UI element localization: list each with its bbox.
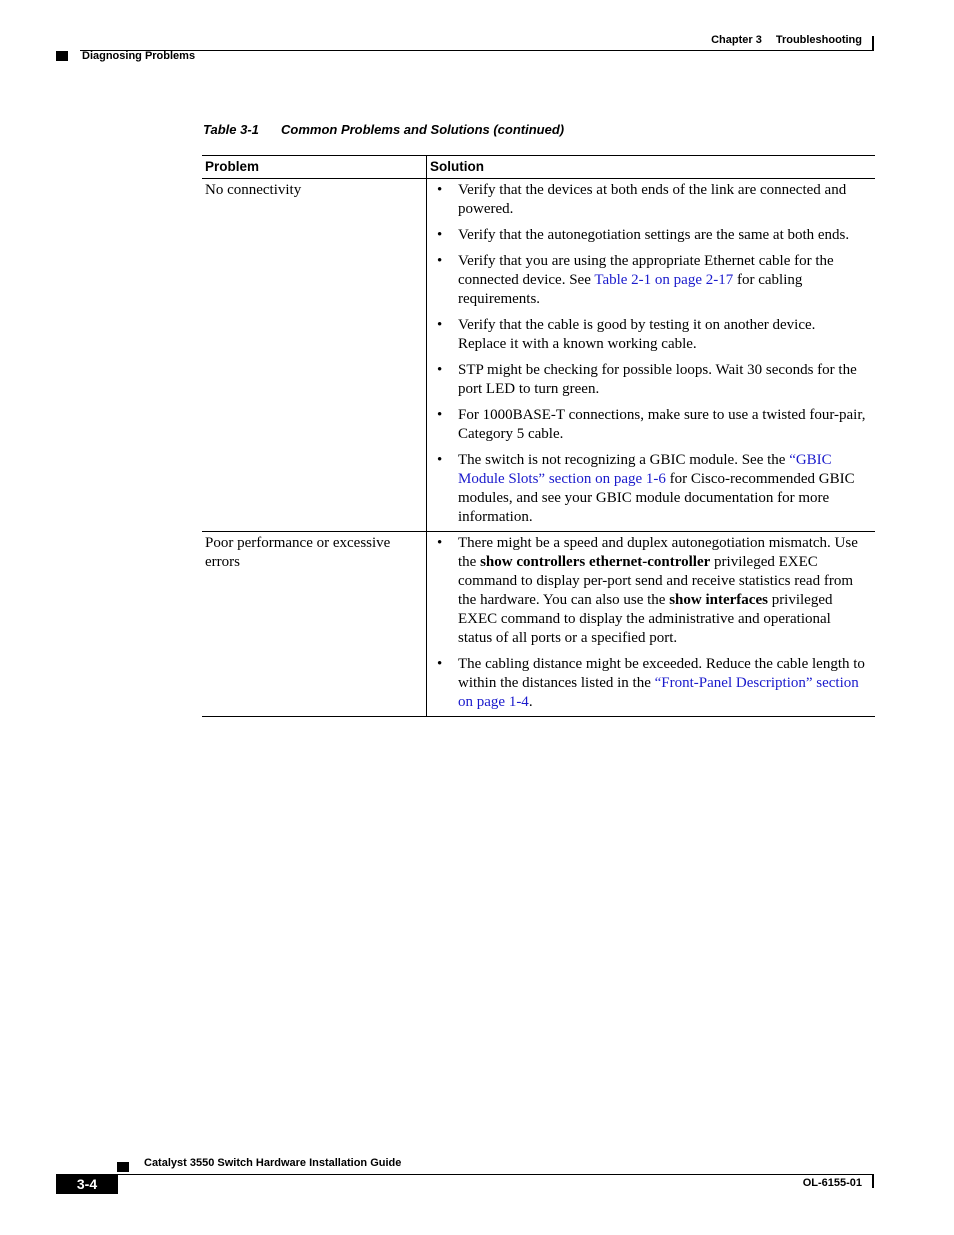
list-item	[430, 534, 872, 648]
solution-text: privileged EXEC command to display per-port send and receive statistics read from the hardware. You can also use the	[458, 554, 853, 608]
problems-table	[202, 155, 875, 717]
table-header-row	[202, 156, 875, 179]
bullet-icon: •	[437, 182, 443, 198]
col-solution: Solution	[427, 156, 876, 179]
solution-text: for cabling requirements.	[458, 272, 803, 307]
command-name: show interfaces	[669, 592, 768, 608]
list-item	[430, 181, 872, 219]
table-number: Table 3-1	[203, 122, 259, 137]
problem-cell: Poor performance or excessive errors	[202, 532, 427, 717]
xref-front-panel-link[interactable]: “Front-Panel Description” section on page 1-4	[458, 675, 859, 710]
chapter-title: Troubleshooting	[775, 34, 862, 46]
solution-text: The switch is not recognizing a GBIC module. See the	[458, 452, 790, 468]
bullet-icon: •	[437, 656, 443, 672]
bullet-icon: •	[437, 253, 443, 269]
bullet-icon: •	[437, 452, 443, 468]
xref-table-2-1-link[interactable]: Table 2-1 on page 2-17	[594, 272, 734, 288]
xref-gbic-module-slots-link[interactable]: “GBIC Module Slots” section on page 1-6	[458, 452, 832, 487]
list-item	[430, 655, 872, 712]
footer-marker	[117, 1162, 129, 1172]
solution-text: Verify that the autonegotiation settings are the same at both ends.	[458, 227, 850, 243]
solution-cell	[427, 179, 876, 532]
solution-text: There might be a speed and duplex autonegotiation mismatch. Use the	[458, 535, 858, 570]
problem-cell: No connectivity	[202, 179, 427, 532]
table-row	[202, 179, 875, 532]
list-item	[430, 361, 872, 399]
solution-list	[430, 181, 872, 527]
page-number: 3-4	[56, 1175, 118, 1194]
table-title: Common Problems and Solutions (continued)	[281, 122, 565, 137]
bullet-icon: •	[437, 407, 443, 423]
solution-text: .	[528, 694, 533, 710]
list-item	[430, 406, 872, 444]
solution-cell	[427, 532, 876, 717]
solution-text: for Cisco-recommended GBIC modules, and see your GBIC module documentation for more information.	[458, 471, 855, 525]
footer-bar	[872, 1175, 874, 1188]
list-item	[430, 252, 872, 309]
bullet-icon: •	[437, 362, 443, 378]
guide-title: Catalyst 3550 Switch Hardware Installation Guide	[144, 1157, 402, 1169]
solution-text: Verify that the cable is good by testing it on another device. Replace it with a known working cable.	[458, 317, 816, 352]
bullet-icon: •	[437, 535, 443, 551]
list-item	[430, 316, 872, 354]
header-bar	[872, 36, 874, 50]
header-rule	[80, 50, 874, 51]
bullet-icon: •	[437, 317, 443, 333]
table-caption	[203, 122, 564, 137]
chapter-label: Chapter 3	[711, 34, 762, 46]
solution-text: For 1000BASE-T connections, make sure to use a twisted four-pair, Category 5 cable.	[458, 407, 866, 442]
bullet-icon: •	[437, 227, 443, 243]
table-row	[202, 532, 875, 717]
solution-list	[430, 534, 872, 712]
running-header	[697, 34, 862, 46]
command-name: show controllers ethernet-controller	[480, 554, 711, 570]
footer-rule	[56, 1174, 874, 1175]
solution-text: STP might be checking for possible loops. Wait 30 seconds for the port LED to turn green.	[458, 362, 857, 397]
section-title: Diagnosing Problems	[82, 50, 196, 62]
doc-number: OL-6155-01	[802, 1177, 862, 1189]
list-item	[430, 226, 872, 245]
solution-text: Verify that you are using the appropriate Ethernet cable for the connected device. See	[458, 253, 834, 288]
solution-text: The cabling distance might be exceeded. Reduce the cable length to within the distances listed in the	[458, 656, 865, 691]
solution-text: privileged EXEC command to display the administrative and operational status of all ports or a specified port.	[458, 592, 833, 646]
list-item	[430, 451, 872, 527]
solution-text: Verify that the devices at both ends of the link are connected and powered.	[458, 182, 847, 217]
header-marker	[56, 51, 68, 61]
col-problem: Problem	[202, 156, 427, 179]
